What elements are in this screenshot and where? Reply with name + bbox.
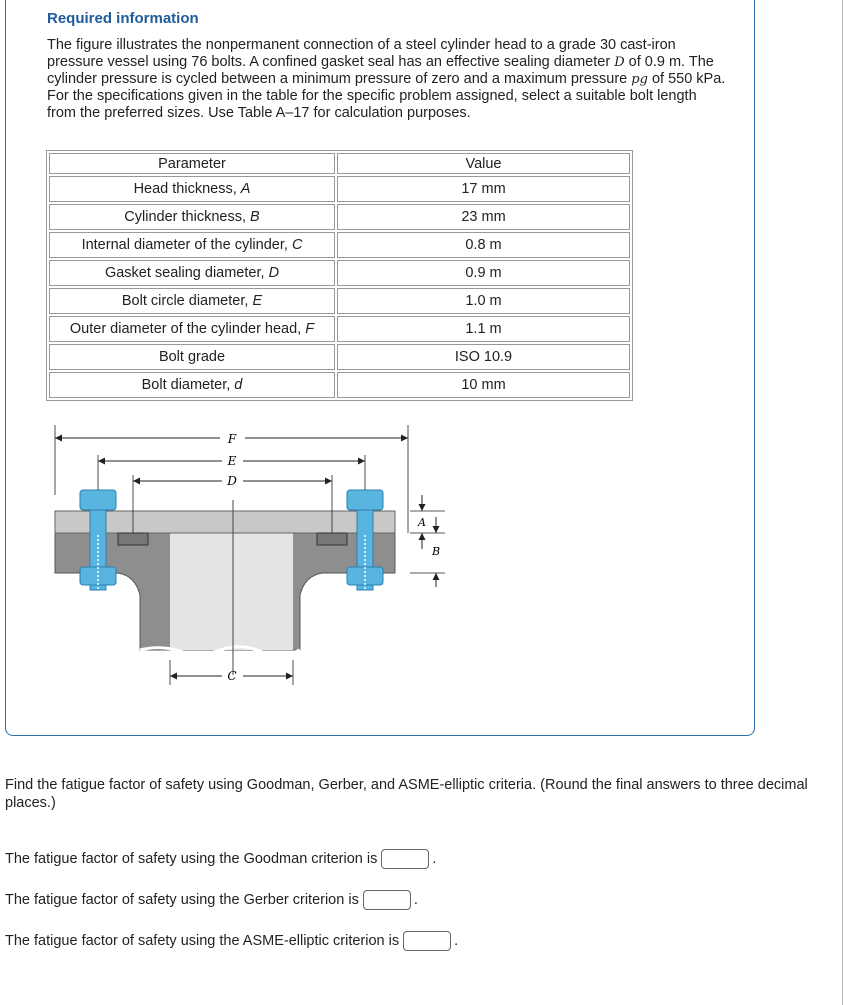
value-cell: 17 mm: [337, 176, 630, 202]
answer-label: The fatigue factor of safety using the ASME-elliptic criterion is: [5, 933, 400, 949]
answer-asme-elliptic: The fatigue factor of safety using the ASME-elliptic criterion is .: [5, 933, 459, 949]
header-parameter: Parameter: [49, 153, 335, 174]
table-row: [49, 344, 630, 370]
parameter-table: [46, 150, 633, 401]
answer-gerber: The fatigue factor of safety using the Gerber criterion is .: [5, 892, 418, 908]
symbol-D: D: [614, 55, 625, 70]
value-cell: ISO 10.9: [337, 344, 630, 370]
goodman-answer-input[interactable]: [381, 849, 429, 869]
param-cell: Bolt diameter, d: [49, 372, 335, 398]
label-C: C: [227, 669, 237, 683]
statement-part-2: of 0.9 m. The cylinder pressure is cycled between a minimum pressure of zero and a maximum pressure: [47, 54, 714, 87]
value-cell: 0.8 m: [337, 232, 630, 258]
table-row: [49, 316, 630, 342]
label-A: A: [418, 516, 426, 529]
table-header-row: [49, 153, 630, 174]
label-F: F: [227, 432, 237, 446]
label-B: B: [431, 545, 441, 558]
table-row: [49, 204, 630, 230]
table-row: [49, 372, 630, 398]
answer-goodman: The fatigue factor of safety using the Goodman criterion is .: [5, 851, 437, 867]
param-cell: Bolt grade: [49, 344, 335, 370]
value-cell: 0.9 m: [337, 260, 630, 286]
label-E: E: [227, 454, 237, 468]
answer-label: The fatigue factor of safety using the Gerber criterion is: [5, 892, 359, 908]
table-row: [49, 260, 630, 286]
flange-bolt-figure: [50, 425, 450, 695]
param-cell: Gasket sealing diameter, D: [49, 260, 335, 286]
symbol-pg: pg: [631, 72, 648, 87]
gasket-left: [118, 533, 148, 545]
gerber-answer-input[interactable]: [363, 890, 411, 910]
param-cell: Outer diameter of the cylinder head, F: [49, 316, 335, 342]
answer-label: The fatigue factor of safety using the Goodman criterion is: [5, 851, 378, 867]
label-D: D: [227, 474, 237, 488]
value-cell: 10 mm: [337, 372, 630, 398]
question-text: Find the fatigue factor of safety using Goodman, Gerber, and ASME-elliptic criteria. (Round the final answers to three decimal places.): [5, 777, 808, 811]
gasket-right: [317, 533, 347, 545]
cylinder-bore: [170, 533, 293, 650]
param-cell: Head thickness, A: [49, 176, 335, 202]
table-row: [49, 232, 630, 258]
info-title: Required information: [47, 10, 199, 27]
param-cell: Bolt circle diameter, E: [49, 288, 335, 314]
header-value: Value: [337, 153, 630, 174]
value-cell: 1.0 m: [337, 288, 630, 314]
value-cell: 23 mm: [337, 204, 630, 230]
table-row: [49, 288, 630, 314]
asme-answer-input[interactable]: [403, 931, 451, 951]
statement-part-3: of 550 kPa. For the specifications given in the table for the specific problem assigned, select a suitable bolt length from the preferred sizes. Use Table A–17 for calculation purposes.: [47, 71, 726, 121]
problem-statement: [47, 37, 727, 122]
statement-part-1: The figure illustrates the nonpermanent connection of a steel cylinder head to a grade 30 cast-iron pressure vessel using 76 bolts. A confined gasket seal has an effective sealing diameter: [47, 37, 676, 70]
param-cell: Cylinder thickness, B: [49, 204, 335, 230]
param-cell: Internal diameter of the cylinder, C: [49, 232, 335, 258]
table-row: [49, 176, 630, 202]
value-cell: 1.1 m: [337, 316, 630, 342]
